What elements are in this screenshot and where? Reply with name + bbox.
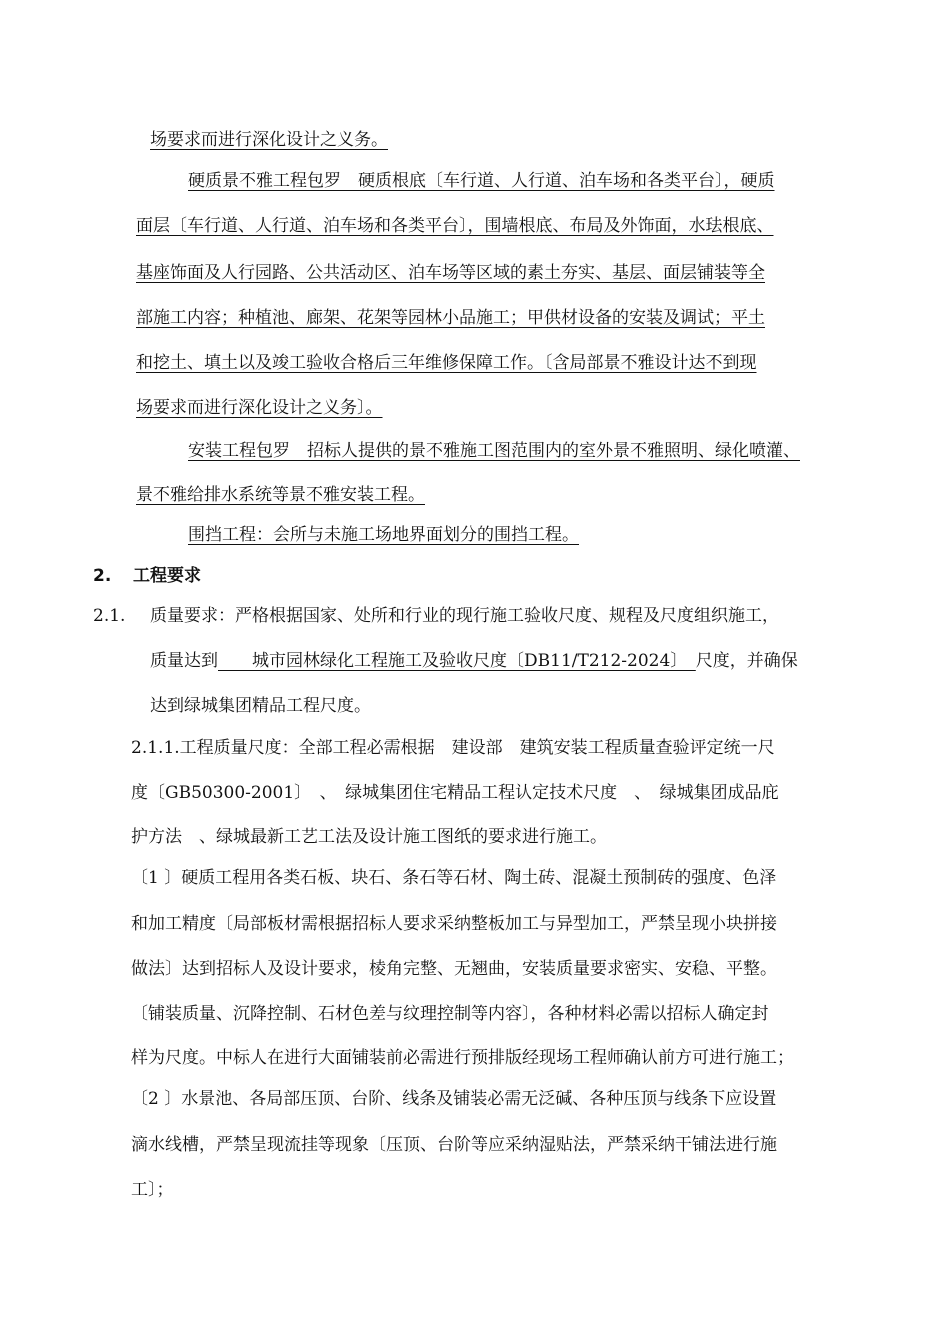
section-2-1-1-line-3: 护方法 、绿城最新工艺工法及设计施工图纸的要求进行施工。 <box>131 827 607 847</box>
quality-standard: 城市园林绿化工程施工及验收尺度〔DB11/T212-2024〕 <box>218 651 696 671</box>
scope-line-3: 面层〔车行道、人行道、泊车场和各类平台〕，围墙根底、布局及外饰面，水珐根底、 <box>136 216 774 236</box>
section-2-title: 工程要求 <box>133 566 201 586</box>
scope-line-8: 安装工程包罗 招标人提供的景不雅施工图范围内的室外景不雅照明、绿化喷灌、 <box>188 441 800 461</box>
item-2-line-2: 滴水线槽，严禁呈现流挂等现象〔压顶、台阶等应采纳湿贴法，严禁采纳干铺法进行施 <box>131 1135 777 1155</box>
item-1-line-1: 〔1 〕硬质工程用各类石板、块石、条石等石材、陶土砖、混凝土预制砖的强度、色泽 <box>131 868 777 888</box>
section-2-1-1-line-1: 2.1.1.工程质量尺度：全部工程必需根据 建设部 建筑安装工程质量查验评定统一尺 <box>131 738 775 758</box>
scope-line-9: 景不雅给排水系统等景不雅安装工程。 <box>136 485 425 505</box>
item-1-line-2: 和加工精度〔局部板材需根据招标人要求采纳整板加工与异型加工，严禁呈现小块拼接 <box>131 914 777 934</box>
section-2-number: 2. <box>93 566 112 586</box>
section-2-1-line-2 <box>150 650 798 672</box>
scope-line-2: 硬质景不雅工程包罗 硬质根底〔车行道、人行道、泊车场和各类平台〕，硬质 <box>188 171 775 191</box>
item-1-line-5: 样为尺度。中标人在进行大面铺装前必需进行预排版经现场工程师确认前方可进行施工； <box>131 1048 794 1068</box>
section-2-1-number: 2.1. <box>93 606 126 626</box>
item-2-line-3: 工〕； <box>131 1180 174 1200</box>
quality-suffix: 尺度，并确保 <box>695 651 798 671</box>
scope-line-6: 和挖土、填土以及竣工验收合格后三年维修保障工作。〔含局部景不雅设计达不到现 <box>136 353 757 373</box>
scope-line-10: 围挡工程：会所与未施工场地界面划分的围挡工程。 <box>188 525 579 545</box>
scope-line-7: 场要求而进行深化设计之义务〕。 <box>136 398 383 418</box>
scope-line-1: 场要求而进行深化设计之义务。 <box>150 130 388 150</box>
section-2-1-1-line-2: 度〔GB50300-2001〕 、 绿城集团住宅精品工程认定技术尺度 、 绿城集团成品庇 <box>131 783 779 803</box>
section-2-1-line-3: 达到绿城集团精品工程尺度。 <box>150 696 371 716</box>
scope-line-4: 基座饰面及人行园路、公共活动区、泊车场等区域的素土夯实、基层、面层铺装等全 <box>136 263 765 283</box>
quality-prefix: 质量达到 <box>150 651 218 671</box>
scope-line-5: 部施工内容；种植池、廊架、花架等园林小品施工；甲供材设备的安装及调试；平土 <box>136 308 765 328</box>
item-1-line-4: 〔铺装质量、沉降控制、石材色差与纹理控制等内容〕，各种材料必需以招标人确定封 <box>131 1004 769 1024</box>
section-2-1-line-1: 质量要求：严格根据国家、处所和行业的现行施工验收尺度、规程及尺度组织施工， <box>150 606 779 626</box>
item-1-line-3: 做法〕达到招标人及设计要求，棱角完整、无翘曲，安装质量要求密实、安稳、平整。 <box>131 959 777 979</box>
item-2-line-1: 〔2 〕水景池、各局部压顶、台阶、线条及铺装必需无泛碱、各种压顶与线条下应设置 <box>131 1089 777 1109</box>
